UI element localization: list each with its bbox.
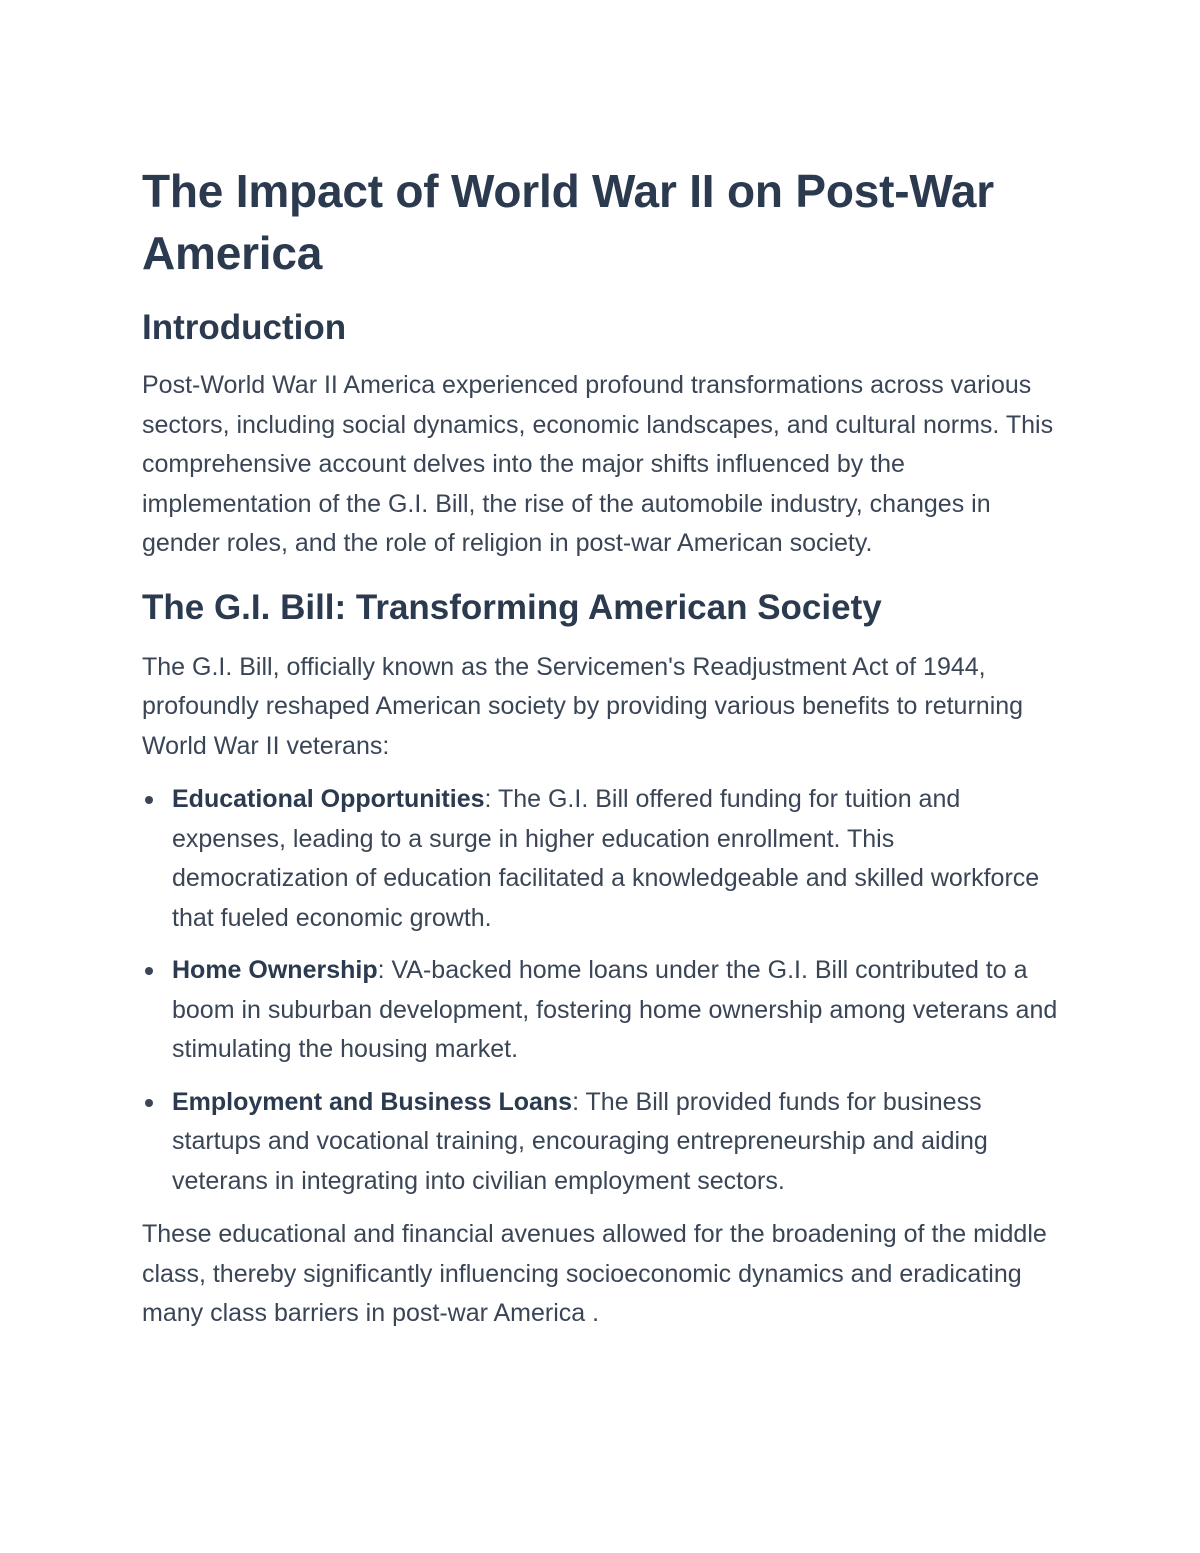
- list-item-term: Home Ownership: [172, 956, 378, 984]
- list-item: [142, 951, 1072, 1070]
- list-item-text: : The G.I. Bill offered funding for tuition and expenses, leading to a surge in higher education enrollment. This democratization of education facilitated a knowledgeable and skilled workforce that fueled economic growth.: [172, 785, 1040, 932]
- gi-bill-closing-paragraph: These educational and financial avenues allowed for the broadening of the middle class, thereby significantly influencing socioeconomic dynamics and eradicating many class barriers in post-war America .: [142, 1220, 1047, 1327]
- list-item: [142, 780, 1072, 938]
- list-item-text: : VA-backed home loans under the G.I. Bill contributed to a boom in suburban development, fostering home ownership among veterans and stimulating the housing market.: [172, 956, 1058, 1063]
- bullet-icon: [145, 1099, 153, 1107]
- bullet-icon: [145, 796, 153, 804]
- introduction-heading: Introduction: [142, 308, 347, 347]
- gi-bill-paragraph: The G.I. Bill, officially known as the Servicemen's Readjustment Act of 1944, profoundly reshaped American society by providing various benefits to returning World War II veterans:: [142, 652, 1024, 760]
- gi-bill-benefits-list: [142, 780, 1072, 1201]
- bullet-icon: [145, 967, 153, 975]
- introduction-paragraph: Post-World War II America experienced profound transformations across various sectors, including social dynamics, economic landscapes, and cultural norms. This comprehensive account delves into the major shifts influenced by the implementation of the G.I. Bill, the rise of the automobile industry, changes in gender roles, and the role of religion in post-war American society.: [142, 371, 1054, 557]
- list-item-term: Employment and Business Loans: [172, 1087, 573, 1116]
- gi-bill-heading: The G.I. Bill: Transforming American Society: [142, 587, 882, 627]
- list-item: [142, 1083, 1072, 1202]
- list-item-text: : The Bill provided funds for business startups and vocational training, encouraging entrepreneurship and aiding veterans in integrating into civilian employment sectors.: [172, 1087, 988, 1195]
- list-item-term: Educational Opportunities: [172, 785, 485, 813]
- document-page: [142, 160, 1072, 1334]
- document-title: The Impact of World War II on Post-War America: [142, 165, 994, 279]
